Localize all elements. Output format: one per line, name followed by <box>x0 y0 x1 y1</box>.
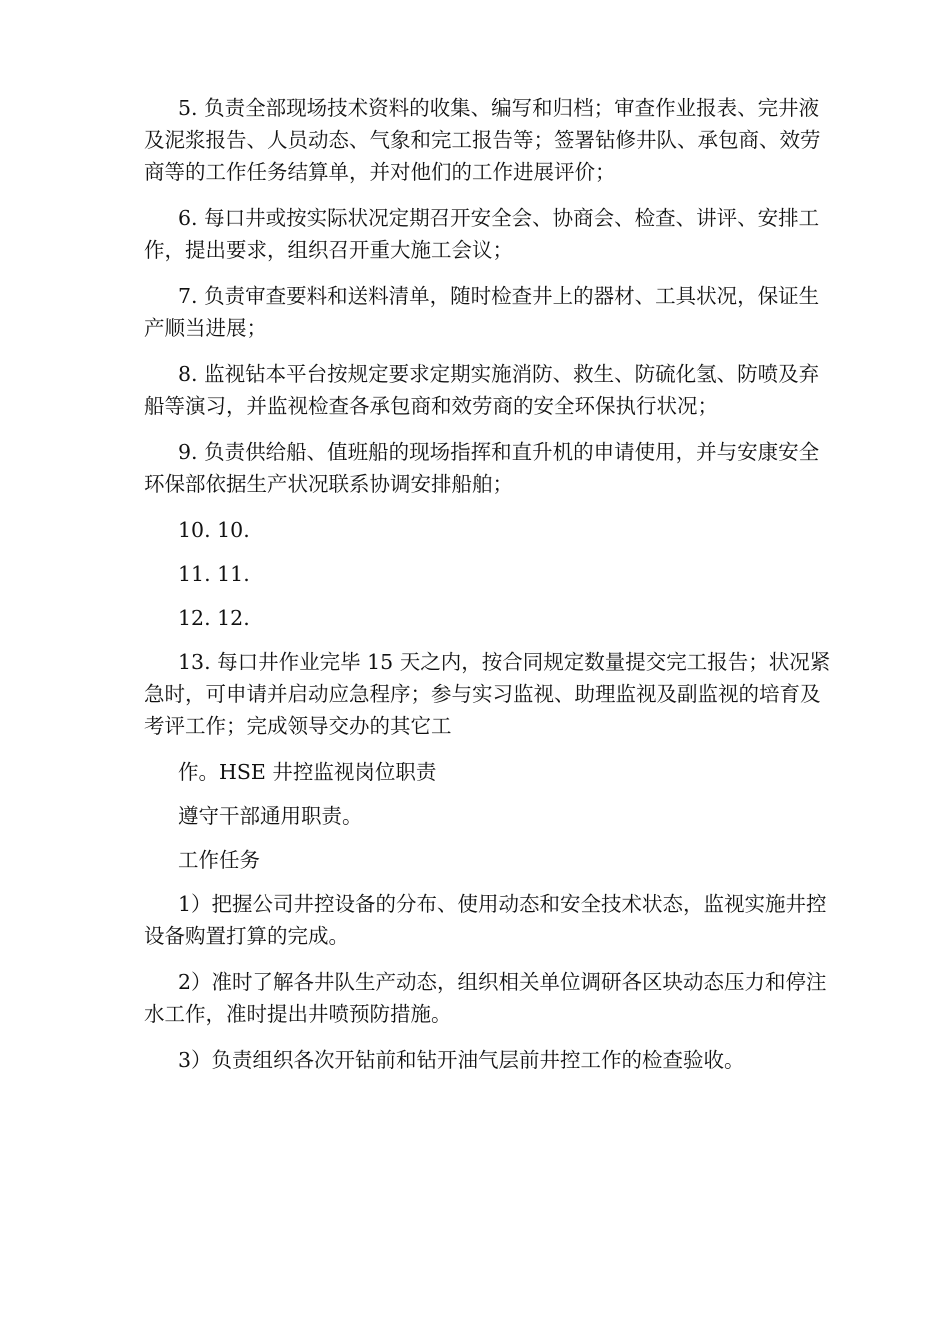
paragraph-item-13: 13. 每口井作业完毕 15 天之内，按合同规定数量提交完工报告；状况紧急时，可申请并启动应急程序；参与实习监视、助理监视及副监视的培育及考评工作；完成领导交办的其它工 <box>144 650 831 738</box>
paragraph-hse-heading: 作。HSE 井控监视岗位职责 <box>178 760 437 784</box>
paragraph-item-7: 7. 负责审查要料和送料清单，随时检查井上的器材、工具状况，保证生产顺当进展； <box>144 284 820 340</box>
paragraph-item-9: 9. 负责供给船、值班船的现场指挥和直升机的申请使用，并与安康安全环保部依据生产状况联系协调安排船舶； <box>144 440 820 496</box>
paragraph-item-8: 8. 监视钻本平台按规定要求定期实施消防、救生、防硫化氢、防喷及弃船等演习，并监视检查各承包商和效劳商的安全环保执行状况； <box>144 362 820 418</box>
paragraph-general-duties: 遵守干部通用职责。 <box>178 804 363 828</box>
task-item-2: 2）准时了解各井队生产动态，组织相关单位调研各区块动态压力和停注水工作，准时提出井喷预防措施。 <box>144 970 827 1026</box>
document-body <box>144 92 834 1090</box>
paragraph-item-5: 5. 负责全部现场技术资料的收集、编写和归档；审查作业报表、完井液及泥浆报告、人员动态、气象和完工报告等；签署钻修井队、承包商、效劳商等的工作任务结算单，并对他们的工作进展评价； <box>144 96 821 184</box>
paragraph-item-6: 6. 每口井或按实际状况定期召开安全会、协商会、检查、讲评、安排工作，提出要求，组织召开重大施工会议； <box>144 206 820 262</box>
task-item-1: 1）把握公司井控设备的分布、使用动态和安全技术状态，监视实施井控设备购置打算的完成。 <box>144 892 827 948</box>
task-item-3: 3）负责组织各次开钻前和钻开油气层前井控工作的检查验收。 <box>178 1048 745 1072</box>
section-title-work-tasks: 工作任务 <box>178 848 260 872</box>
paragraph-item-12: 12. 12. <box>178 606 250 630</box>
paragraph-item-10: 10. 10. <box>178 518 250 542</box>
paragraph-item-11: 11. 11. <box>178 562 250 586</box>
